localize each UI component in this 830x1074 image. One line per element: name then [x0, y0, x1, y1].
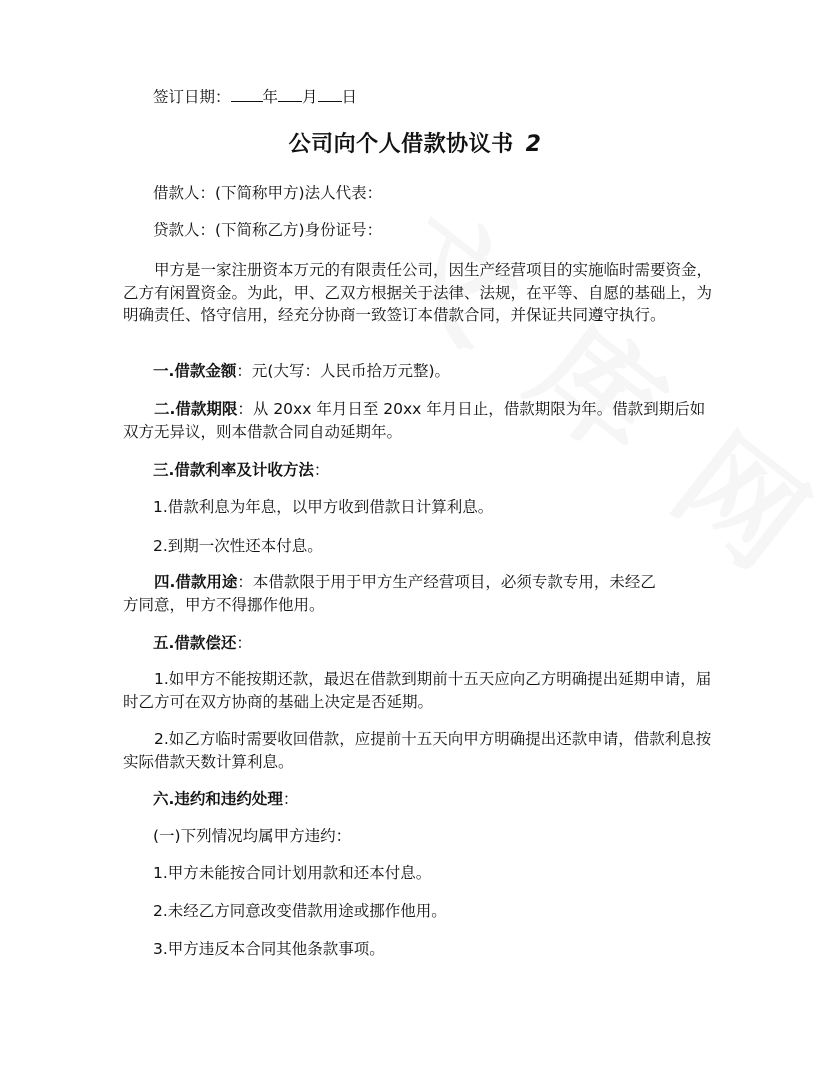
section-2-text: ：从 20xx 年月日至 20xx 年月日止，借款期限为年。借款到期后如双方无异议，则本借款合同自动延期年。 — [123, 400, 706, 441]
intro-paragraph: 甲方是一家注册资本万元的有限责任公司，因生产经营项目的实施临时需要资金，乙方有闲置资金。为此，甲、乙双方根据关于法律、法规，在平等、自愿的基础上，为明确责任、恪守信用，经充分协商一致签订本借款合同，并保证共同遵守执行。 — [123, 261, 713, 324]
section-5-item-1: 1.如甲方不能按期还款，最迟在借款到期前十五天应向乙方明确提出延期申请，届时乙方可在双方协商的基础上决定是否延期。 — [123, 670, 712, 711]
title-text: 公司向个人借款协议书 — [288, 132, 514, 157]
watermark — [359, 166, 830, 605]
year-blank — [231, 87, 263, 102]
section-3-item-1: 1.借款利息为年息，以甲方收到借款日计算利息。 — [153, 498, 494, 516]
section-4 — [123, 571, 663, 616]
section-4-heading: 四.借款用途 — [154, 573, 238, 591]
section-6-item-1: 1.甲方未能按合同计划用款和还本付息。 — [153, 864, 432, 882]
section-4-text: ：本借款限于用于甲方生产经营项目，必须专款专用，未经乙方同意，甲方不得挪作他用。 — [123, 573, 656, 614]
year-label: 年 — [262, 88, 279, 106]
day-blank — [318, 87, 342, 102]
sign-date-line — [153, 86, 357, 108]
section-5-colon: ： — [236, 634, 252, 652]
section-3-item-2: 2.到期一次性还本付息。 — [153, 537, 323, 555]
section-6-item-3: 3.甲方违反本合同其他条款事项。 — [153, 940, 385, 958]
page-title — [0, 127, 830, 158]
section-5-heading-line — [153, 632, 252, 654]
section-6-heading: 六.违约和违约处理 — [153, 790, 283, 808]
section-6-sub: (一)下列情况均属甲方违约： — [153, 827, 352, 845]
day-label: 日 — [341, 88, 358, 106]
section-6-item-2: 2.未经乙方同意改变借款用途或挪作他用。 — [153, 902, 447, 920]
sign-date-label: 签订日期： — [153, 88, 231, 106]
month-label: 月 — [302, 88, 318, 106]
section-6-heading-line — [153, 788, 298, 810]
section-5-item-2: 2.如乙方临时需要收回借款，应提前十五天向甲方明确提出还款申请，借款利息按实际借款天数计算利息。 — [123, 730, 712, 771]
section-1-heading: 一.借款金额 — [153, 362, 237, 380]
section-3-colon: ： — [313, 461, 330, 479]
month-blank — [278, 87, 302, 102]
section-5-heading: 五.借款偿还 — [153, 634, 237, 652]
borrower-line: 借款人：(下简称甲方)法人代表： — [153, 184, 383, 202]
section-1-text: ：元(大写：人民币拾万元整)。 — [236, 362, 450, 380]
section-3-heading-line — [153, 459, 329, 481]
section-6-colon: ： — [282, 790, 299, 808]
title-number: 2 — [525, 132, 542, 157]
section-3-heading: 三.借款利率及计收方法 — [153, 461, 314, 479]
section-2-heading: 二.借款期限 — [154, 400, 238, 418]
lender-line: 贷款人：(下简称乙方)身份证号： — [153, 221, 383, 239]
section-1 — [153, 360, 450, 382]
section-2 — [123, 398, 715, 443]
